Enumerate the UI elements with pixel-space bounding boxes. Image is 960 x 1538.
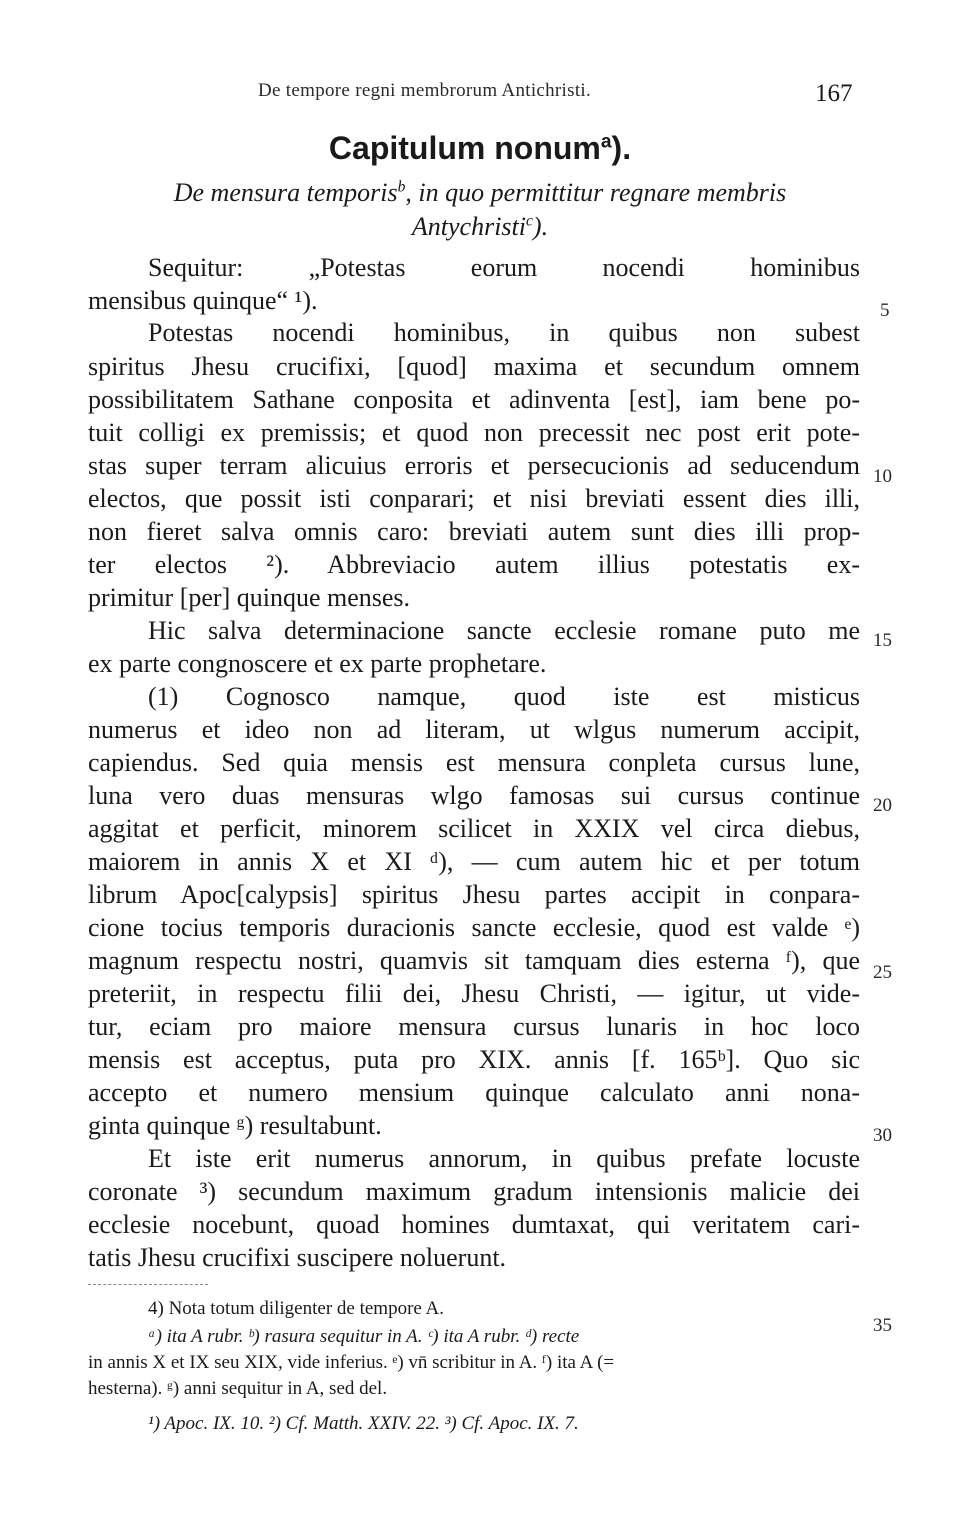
subtitle-part1b: , in quo permittitur regnare membris xyxy=(405,178,787,207)
body-line-3: Potestas nocendi hominibus, in quibus non subest xyxy=(148,318,860,347)
chapter-title-text: Capitulum nonum xyxy=(328,130,601,166)
source-references: ¹) Apoc. IX. 10. ²) Cf. Matth. XXIV. 22. ³) Cf. Apoc. IX. 7. xyxy=(148,1413,579,1434)
chapter-title xyxy=(0,130,960,167)
body-line-1: Sequitur: „Potestas eorum nocendi hominibus xyxy=(148,253,860,282)
body-line-21: cione tocius temporis duracionis sancte ecclesie, quod est valde ᵉ) xyxy=(88,913,860,942)
chapter-subtitle-line1 xyxy=(0,178,960,208)
line-number-35: 35 xyxy=(873,1315,892,1336)
body-line-19: maiorem in annis X et XI ᵈ), — cum autem hic et per totum xyxy=(88,847,860,876)
chapter-subtitle-line2 xyxy=(0,212,960,242)
body-line-9: non fieret salva omnis caro: breviati autem sunt dies illi prop- xyxy=(88,517,860,546)
body-line-22: magnum respectu nostri, quamvis sit tamquam dies esterna ᶠ), que xyxy=(88,946,860,975)
body-line-30: ecclesie nocebunt, quoad homines dumtaxat, qui veritatem cari- xyxy=(88,1210,860,1239)
subtitle-part1: De mensura temporis xyxy=(173,178,398,207)
line-number-25: 25 xyxy=(873,962,892,983)
body-line-14: (1) Cognosco namque, quod iste est misticus xyxy=(148,682,860,711)
body-line-29: coronate ³) secundum maximum gradum intensionis malicie dei xyxy=(88,1177,860,1206)
subtitle-part2: Antychristi xyxy=(411,212,526,241)
line-number-5: 5 xyxy=(880,300,890,321)
body-line-7: stas super terram alicuius erroris et persecucionis ad seducendum xyxy=(88,451,860,480)
footnote-ref-a: a xyxy=(600,131,612,153)
body-line-15: numerus et ideo non ad literam, ut wlgus numerum accipit, xyxy=(88,715,860,744)
body-line-24: tur, eciam pro maiore mensura cursus lunaris in hoc loco xyxy=(88,1012,860,1041)
body-line-23: preteriit, in respectu filii dei, Jhesu Christi, — igitur, ut vide- xyxy=(88,979,860,1008)
body-line-18: aggitat et perficit, minorem scilicet in XXIX vel circa diebus, xyxy=(88,814,860,843)
body-line-2: mensibus quinque“ ¹). xyxy=(88,286,318,315)
body-line-17: luna vero duas mensuras wlgo famosas sui cursus continue xyxy=(88,781,860,810)
critical-apparatus-line-1: ᵃ) ita A rubr. ᵇ) rasura sequitur in A. ᶜ) ita A rubr. ᵈ) recte xyxy=(148,1326,580,1347)
body-line-10: ter electos ²). Abbreviacio autem illius potestatis ex- xyxy=(88,550,860,579)
body-line-5: possibilitatem Sathane conposita et adinventa [est], iam bene po- xyxy=(88,385,860,414)
body-line-28: Et iste erit numerus annorum, in quibus prefate locuste xyxy=(148,1144,860,1173)
body-line-11: primitur [per] quinque menses. xyxy=(88,583,411,612)
body-line-8: electos, que possit isti conparari; et nisi breviati essent dies illi, xyxy=(88,484,860,513)
body-line-6: tuit colligi ex premissis; et quod non precessit nec post erit pote- xyxy=(88,418,860,447)
footnote-ref-b: b xyxy=(397,178,406,196)
footnote-ref-c: c xyxy=(526,212,533,230)
footnote-4: 4) Nota totum diligenter de tempore A. xyxy=(148,1298,445,1319)
line-number-20: 20 xyxy=(873,795,892,816)
body-line-12: Hic salva determinacione sancte ecclesie romane puto me xyxy=(148,616,860,645)
line-number-30: 30 xyxy=(873,1125,892,1146)
body-line-25: mensis est acceptus, puta pro XIX. annis [f. 165ᵇ]. Quo sic xyxy=(88,1045,860,1074)
line-number-15: 15 xyxy=(873,630,892,651)
body-line-4: spiritus Jhesu crucifixi, [quod] maxima et secundum omnem xyxy=(88,352,860,381)
page-number: 167 xyxy=(815,80,853,107)
body-line-27: ginta quinque ᵍ) resultabunt. xyxy=(88,1111,382,1140)
critical-apparatus-line-2: in annis X et IX seu XIX, vide inferius. ᵉ) vn̄ scribitur in A. ᶠ) ita A (= xyxy=(88,1352,615,1373)
body-line-31: tatis Jhesu crucifixi suscipere noluerunt. xyxy=(88,1243,507,1272)
chapter-title-close: ). xyxy=(611,130,632,166)
critical-apparatus-line-3: hesterna). ᵍ) anni sequitur in A, sed del. xyxy=(88,1378,388,1399)
line-number-10: 10 xyxy=(873,466,892,487)
body-line-16: capiendus. Sed quia mensis est mensura conpleta cursus lune, xyxy=(88,748,860,777)
subtitle-close: ). xyxy=(532,212,549,241)
footnote-separator xyxy=(88,1284,208,1285)
running-head: De tempore regni membrorum Antichristi. xyxy=(258,80,592,101)
body-line-26: accepto et numero mensium quinque calculato anni nona- xyxy=(88,1078,860,1107)
body-line-20: librum Apoc[calypsis] spiritus Jhesu partes accipit in conpara- xyxy=(88,880,860,909)
body-line-13: ex parte congnoscere et ex parte prophetare. xyxy=(88,649,547,678)
